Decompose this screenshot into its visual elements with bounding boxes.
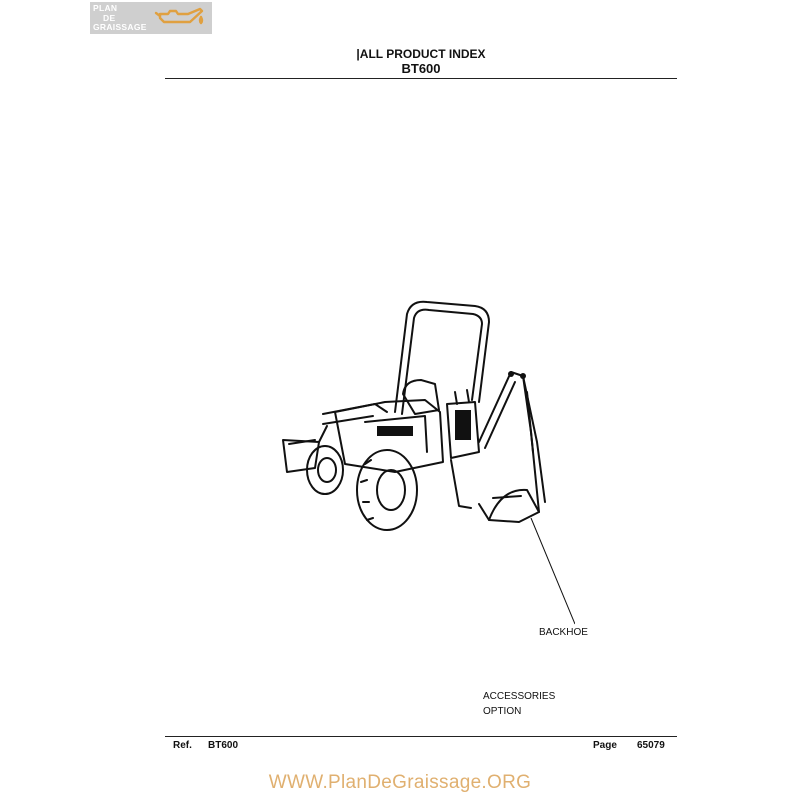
footer-divider [165,736,677,737]
callout-accessories-option [483,689,555,719]
callout-accessories: ACCESSORIES [483,691,556,702]
watermark-url[interactable]: WWW.PlanDeGraissage.ORG [268,772,532,793]
footer-page-label: Page [593,740,617,751]
logo-text [93,4,155,33]
oil-can-icon [154,4,208,32]
header-divider [165,78,677,79]
site-logo [90,2,212,34]
footer-page-number: 65079 [637,740,665,751]
footer-model: BT600 [208,740,239,751]
logo-line-3: GRAISSAGE [93,22,147,32]
footer-ref-label: Ref. [173,740,192,751]
callout-option: OPTION [483,706,522,717]
callout-backhoe: BACKHOE [539,627,588,638]
page-title: |ALL PRODUCT INDEX [356,47,486,61]
logo-line-2: DE [103,12,116,23]
tractor-backhoe-illustration [275,292,575,632]
logo-line-1: PLAN [93,3,118,13]
model-subtitle: BT600 [401,61,441,76]
